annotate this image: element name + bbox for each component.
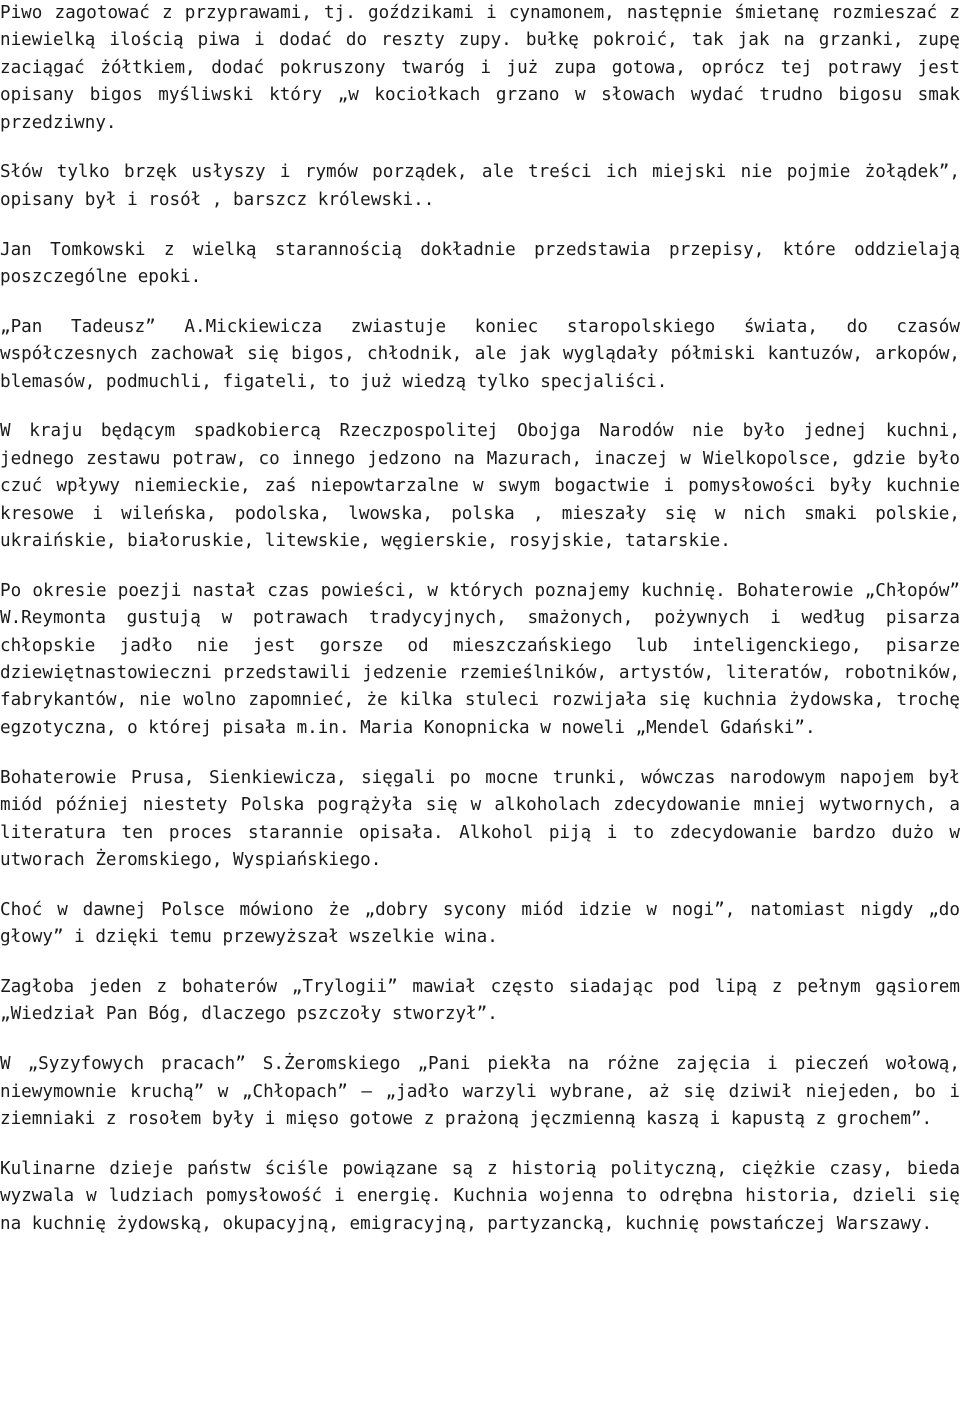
paragraph-syzyfowe-prace: W „Syzyfowych pracach” S.Żeromskiego „Pani piekła na różne zajęcia i pieczeń wołową, niewymownie kruchą” w „Chłopach” – „jadło warzyli wybrane, aż się dziwił niejeden, bo i ziemniaki z rosołem były i mięso gotowe z prażoną jęczmienną kaszą i kapustą z grochem”. <box>0 1054 960 1129</box>
paragraph-tomkowski: Jan Tomkowski z wielką starannością dokładnie przedstawia przepisy, które oddzielają poszczególne epoki. <box>0 239 960 288</box>
paragraph-mead: Choć w dawnej Polsce mówiono że „dobry sycony miód idzie w nogi”, natomiast nigdy „do głowy” i dzięki temu przewyższał wszelkie wina. <box>0 899 960 948</box>
paragraph-regional-cuisines: W kraju będącym spadkobiercą Rzeczpospolitej Obojga Narodów nie było jednej kuchni, jednego zestawu potraw, co innego jedzono na Mazurach, inaczej w Wielkopolsce, gdzie było czuć wpływy niemieckie, zaś niepowtarzalne w swym bogactwie i pomysłowości były kuchnie kresowe i wileńska, podolska, lwowska, polska , mieszały się w nich smaki polskie, ukraińskie, białoruskie, litewskie, węgierskie, rosyjskie, tatarskie. <box>0 421 960 552</box>
paragraph-alcohol: Bohaterowie Prusa, Sienkiewicza, sięgali po mocne trunki, wówczas narodowym napojem był miód później niestety Polska pogrążyła się w alkoholach zdecydowanie mniej wytwornych, a literatura ten proces starannie opisała. Alkohol piją i to zdecydowanie bardzo dużo w utworach Żeromskiego, Wyspiańskiego. <box>0 767 960 870</box>
paragraph-bigos-quote: Słów tylko brzęk usłyszy i rymów porządek, ale treści ich miejski nie pojmie żołądek”, opisany był i rosół , barszcz królewski.. <box>0 162 960 210</box>
paragraph-soup-recipe: Piwo zagotować z przyprawami, tj. goździkami i cynamonem, następnie śmietanę rozmieszać z niewielką ilością piwa i dodać do reszty zupy. bułkę pokroić, tak jak na grzanki, zupę zaciągać żółtkiem, dodać pokruszony twaróg i już zupa gotowa, oprócz tej potrawy jest opisany bigos myśliwski który „w kociołkach grzano w słowach wydać trudno bigosu smak przedziwny. <box>0 3 960 133</box>
paragraph-pan-tadeusz: „Pan Tadeusz” A.Mickiewicza zwiastuje koniec staropolskiego świata, do czasów współczesnych zachował się bigos, chłodnik, ale jak wyglądały półmiski kantuzów, arkopów, blemasów, podmuchli, figateli, to już wiedzą tylko specjaliści. <box>0 316 960 392</box>
paragraph-culinary-history: Kulinarne dzieje państw ściśle powiązane są z historią polityczną, ciężkie czasy, bieda wyzwala w ludziach pomysłowość i energię. Kuchnia wojenna to odrębna historia, dzieli się na kuchnię żydowską, okupacyjną, emigracyjną, partyzancką, kuchnię powstańczej Warszawy. <box>0 1158 960 1234</box>
paragraph-zagloba: Zagłoba jeden z bohaterów „Trylogii” mawiał często siadając pod lipą z pełnym gąsiorem „Wiedział Pan Bóg, dlaczego pszczoły stworzył”. <box>0 976 960 1025</box>
paragraph-novels: Po okresie poezji nastał czas powieści, w których poznajemy kuchnię. Bohaterowie „Chłopów” W.Reymonta gustują w potrawach tradycyjnych, smażonych, pożywnych i według pisarza chłopskie jadło nie jest gorsze od mieszczańskiego lub inteligenckiego, pisarze dziewiętnastowieczni przedstawili jedzenie rzemieślników, artystów, literatów, robotników, fabrykantów, nie wolno zapomnieć, że kilka stuleci rozwijała się kuchnia żydowska, trochę egzotyczna, o której pisała m.in. Maria Konopnicka w noweli „Mendel Gdański”. <box>0 580 960 738</box>
